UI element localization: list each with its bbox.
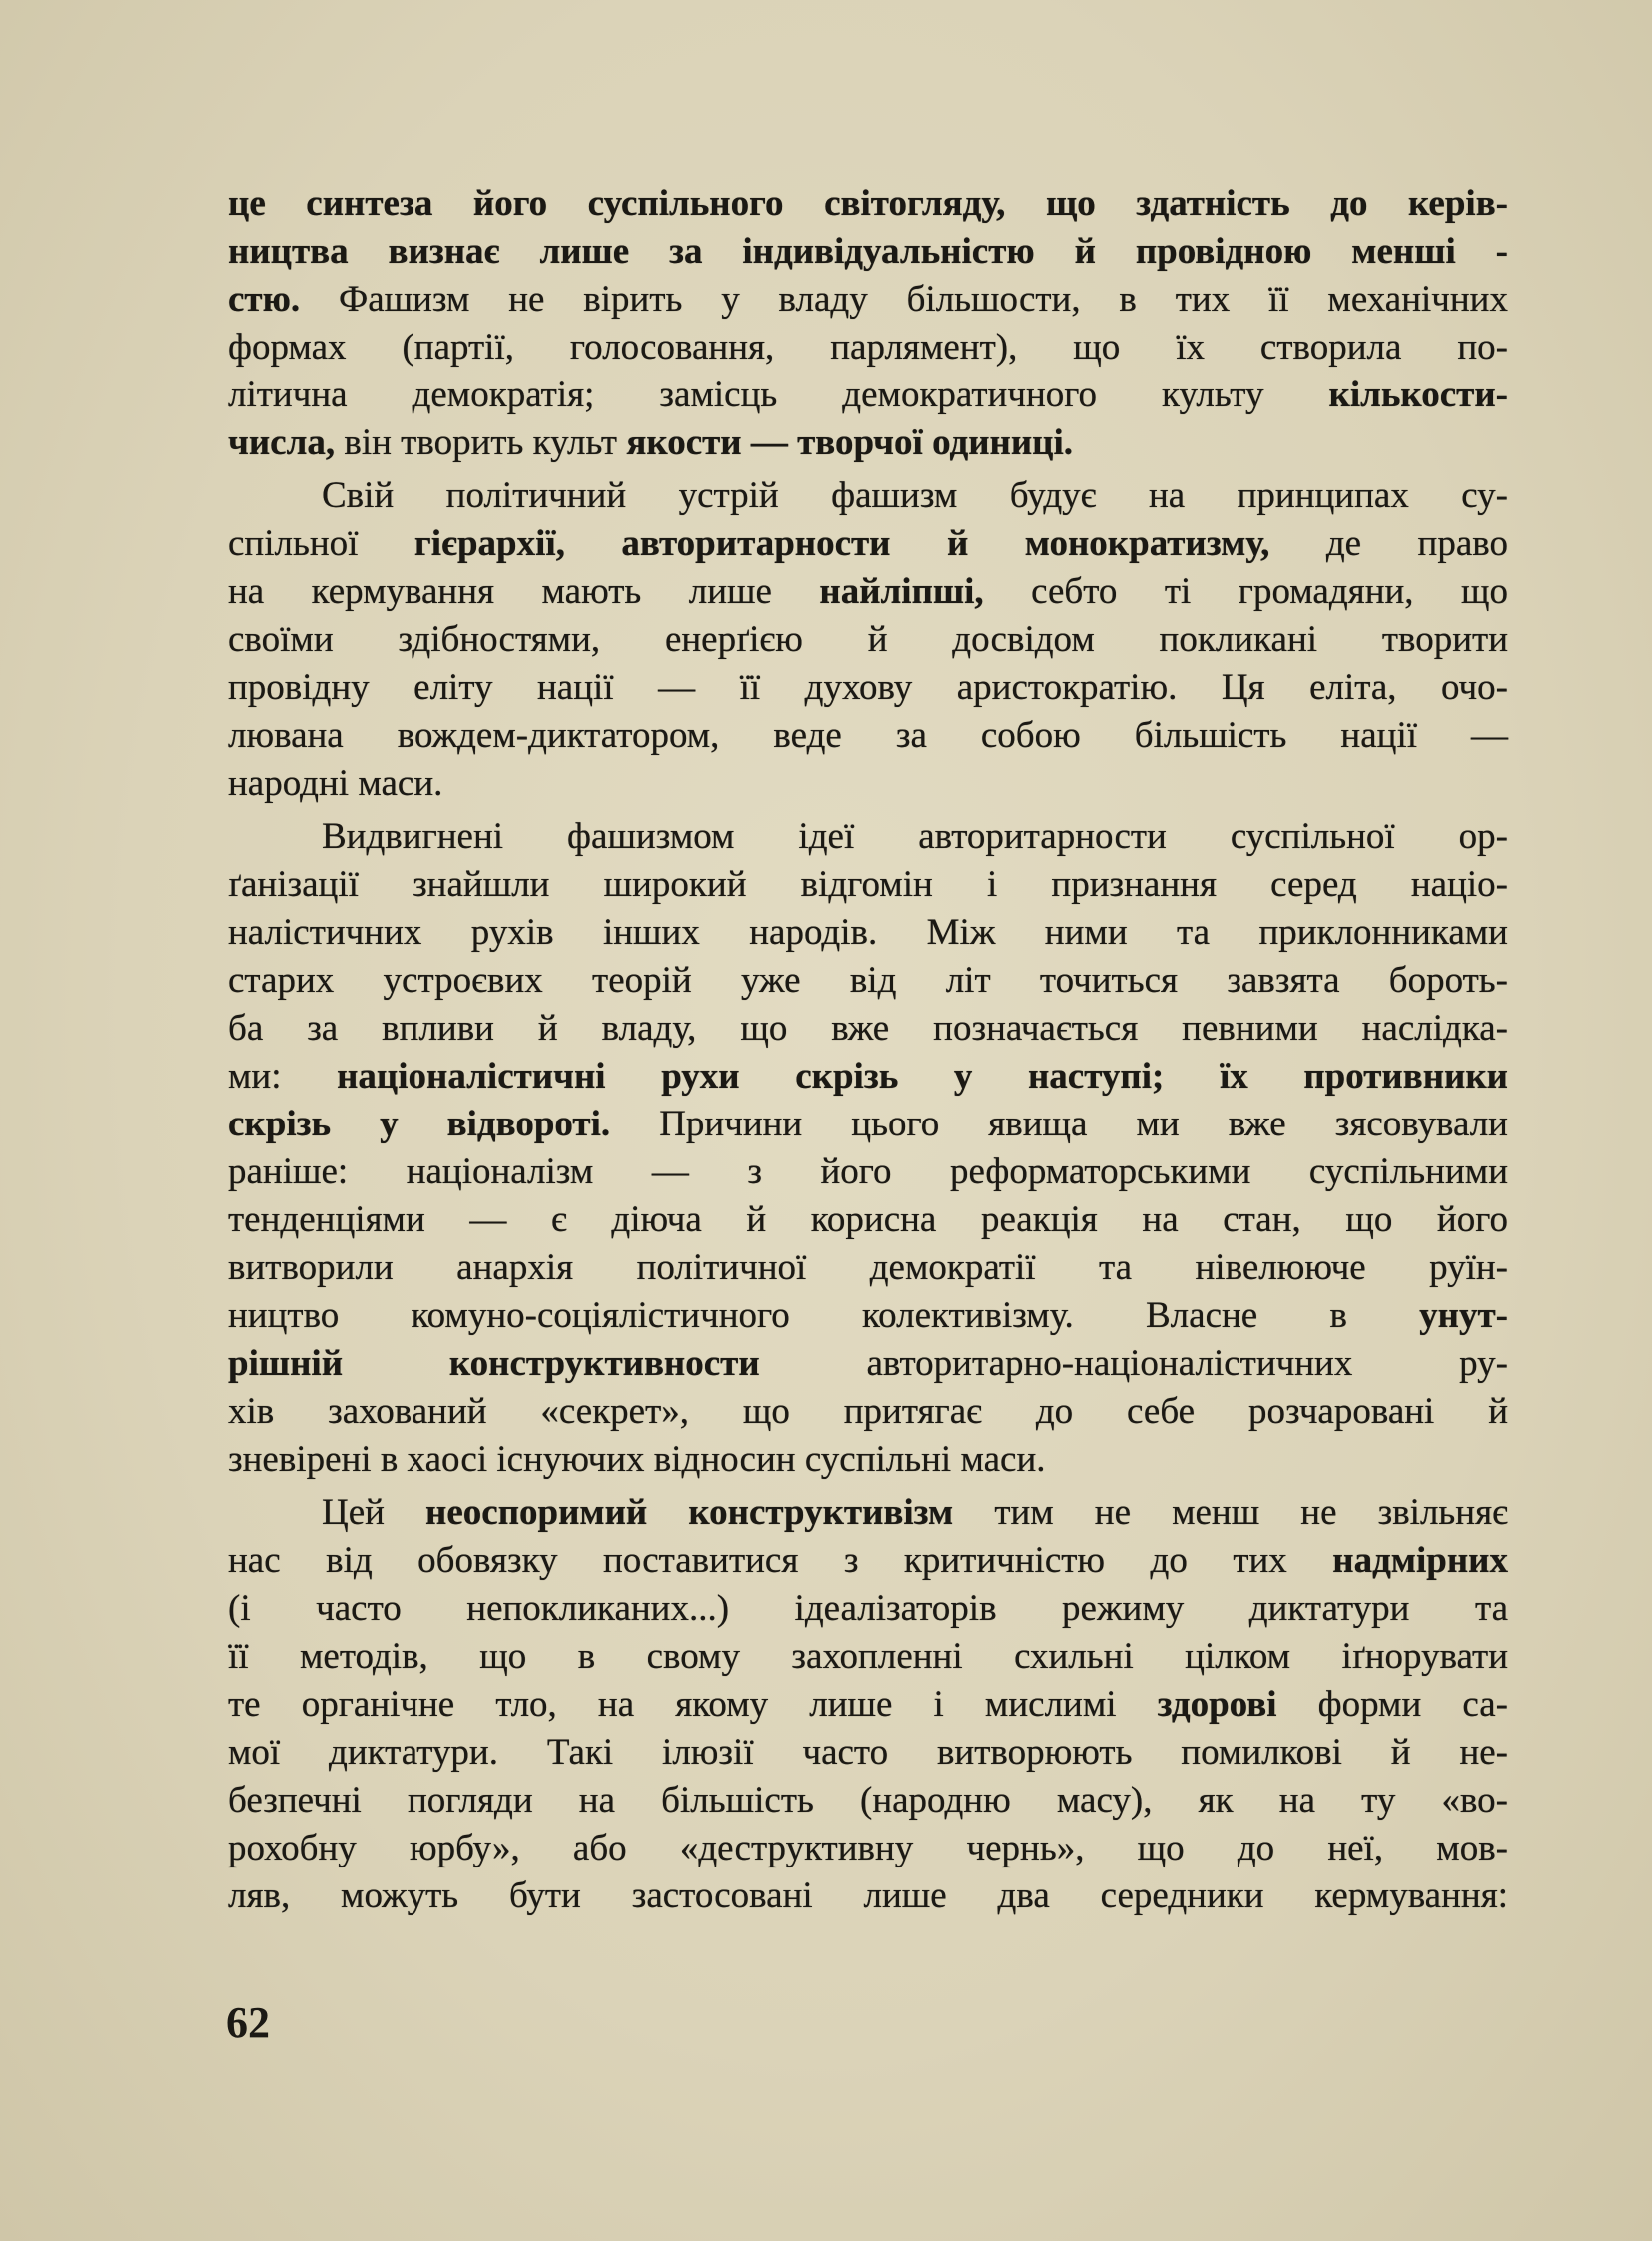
text-segment: де право — [1269, 523, 1508, 564]
text-line — [228, 276, 1508, 324]
text-line — [228, 1101, 1508, 1148]
text-segment: Причини цього явища ми вже зясовували — [610, 1104, 1508, 1144]
text-segment: її методів, що в свому захопленні схильні цілком іґнорувати — [228, 1636, 1508, 1677]
text-line — [228, 909, 1508, 957]
text-line — [228, 1872, 1508, 1920]
bold-text-segment: ництва визнає лише за індивідуальністю й провідною менші - — [228, 231, 1508, 272]
text-line — [228, 1340, 1508, 1388]
bold-text-segment: неоспоримий конструктивізм — [425, 1492, 954, 1533]
bold-text-segment: рішній конструктивности — [228, 1343, 760, 1384]
paragraph — [228, 180, 1508, 467]
bold-text-segment: стю. — [228, 279, 301, 320]
text-segment: витворили анархія політичної демократії та нівелююче руїн- — [228, 1247, 1508, 1288]
text-segment: (і часто непокликаних...) ідеалізаторів режиму диктатури та — [228, 1588, 1508, 1629]
body-text — [228, 180, 1508, 1920]
paragraph — [228, 1489, 1508, 1920]
text-segment: авторитарно-націоналістичних ру- — [759, 1343, 1508, 1384]
text-segment: безпечні погляди на більшість (народню масу), як на ту «во- — [228, 1780, 1508, 1821]
bold-text-segment: здорові — [1157, 1684, 1277, 1725]
text-line — [228, 861, 1508, 909]
text-segment: Свій політичний устрій фашизм будує на принципах су- — [322, 475, 1508, 516]
text-line — [228, 568, 1508, 616]
paragraph — [228, 813, 1508, 1484]
text-segment: ництво комуно-соціялістичного колективізму. Власне в — [228, 1295, 1420, 1336]
text-segment: спільної — [228, 523, 414, 564]
text-line — [228, 1681, 1508, 1729]
bold-text-segment: націоналістичні рухи скрізь у наступі; їх противники — [337, 1056, 1508, 1097]
text-line — [228, 1633, 1508, 1681]
text-segment: на кермування мають лише — [228, 571, 820, 612]
text-line — [228, 1388, 1508, 1436]
text-segment: налістичних рухів інших народів. Між ними та приклонниками — [228, 912, 1508, 953]
text-segment: ми: — [228, 1056, 338, 1097]
text-segment: літична демократія; замісць демократичного культу — [228, 374, 1329, 415]
text-line — [228, 1777, 1508, 1825]
text-line — [228, 1489, 1508, 1537]
text-segment: форми са- — [1276, 1684, 1508, 1725]
text-line — [228, 1585, 1508, 1633]
text-line — [228, 1053, 1508, 1101]
text-segment: старих устроєвих теорій уже від літ точиться завзята бороть- — [228, 960, 1508, 1001]
text-segment: мої диктатури. Такі ілюзії часто витворюють помилкові й не- — [228, 1732, 1508, 1773]
text-line — [228, 1148, 1508, 1196]
text-segment: він творить культ — [335, 422, 627, 463]
bold-text-segment: унут- — [1419, 1295, 1508, 1336]
text-line — [228, 664, 1508, 712]
text-line — [228, 813, 1508, 861]
page-number: 62 — [226, 1998, 270, 2047]
text-segment: народні маси. — [228, 763, 443, 804]
text-segment: нас від обовязку поставитися з критичністю до тих — [228, 1540, 1333, 1581]
text-line — [228, 324, 1508, 372]
text-line — [228, 472, 1508, 520]
text-line — [228, 957, 1508, 1005]
text-segment: раніше: націоналізм — з його реформаторськими суспільними — [228, 1151, 1508, 1192]
text-segment: ляв, можуть бути застосовані лише два середники кермування: — [228, 1875, 1508, 1916]
text-line — [228, 1244, 1508, 1292]
bold-text-segment: скрізь у відвороті. — [228, 1104, 611, 1144]
text-line — [228, 1729, 1508, 1777]
text-line — [228, 760, 1508, 808]
text-segment: Цей — [322, 1492, 426, 1533]
text-line — [228, 1292, 1508, 1340]
text-segment: те органічне тло, на якому лише і мислимі — [228, 1684, 1158, 1725]
paragraph — [228, 472, 1508, 808]
text-line — [228, 1825, 1508, 1872]
text-line — [228, 1537, 1508, 1585]
text-segment: Фашизм не вірить у владу більшости, в тих її механічних — [300, 279, 1508, 320]
text-line — [228, 419, 1508, 467]
text-line — [228, 712, 1508, 760]
text-line — [228, 616, 1508, 664]
bold-text-segment: найліпші, — [819, 571, 984, 612]
text-line — [228, 1005, 1508, 1053]
text-line — [228, 228, 1508, 276]
text-segment: ба за впливи й владу, що вже позначається певними наслідка- — [228, 1008, 1508, 1049]
text-segment: лювана вождем-диктатором, веде за собою більшість нації — — [228, 715, 1508, 756]
bold-text-segment: гієрархії, авторитарности й монократизму, — [413, 523, 1270, 564]
text-segment: своїми здібностями, енерґією й досвідом покликані творити — [228, 619, 1508, 660]
text-segment: провідну еліту нації — її духову аристократію. Ця еліта, очо- — [228, 667, 1508, 708]
text-segment: себто ті громадяни, що — [983, 571, 1508, 612]
bold-text-segment: надмірних — [1332, 1540, 1508, 1581]
text-segment: рохобну юрбу», або «деструктивну чернь», що до неї, мов- — [228, 1828, 1508, 1868]
text-line — [228, 1436, 1508, 1484]
text-line — [228, 520, 1508, 568]
bold-text-segment: якости — творчої одиниці. — [626, 422, 1074, 463]
text-line — [228, 372, 1508, 419]
text-segment: зневірені в хаосі існуючих відносин суспільні маси. — [228, 1439, 1046, 1480]
text-segment: Видвигнені фашизмом ідеї авторитарности суспільної ор- — [322, 816, 1508, 857]
bold-text-segment: кількости- — [1328, 374, 1508, 415]
text-segment: формах (партії, голосовання, парлямент), що їх створила по- — [228, 327, 1508, 368]
bold-text-segment: це синтеза його суспільного світогляду, що здатність до керів- — [228, 183, 1508, 224]
text-segment: тенденціями — є діюча й корисна реакція на стан, що його — [228, 1199, 1508, 1240]
text-segment: хів захований «секрет», що притягає до себе розчаровані й — [228, 1391, 1508, 1432]
text-segment: ґанізації знайшли широкий відгомін і признання серед націо- — [228, 864, 1508, 905]
text-line — [228, 1196, 1508, 1244]
text-segment: тим не менш не звільняє — [953, 1492, 1508, 1533]
text-line — [228, 180, 1508, 228]
bold-text-segment: числа, — [228, 422, 336, 463]
